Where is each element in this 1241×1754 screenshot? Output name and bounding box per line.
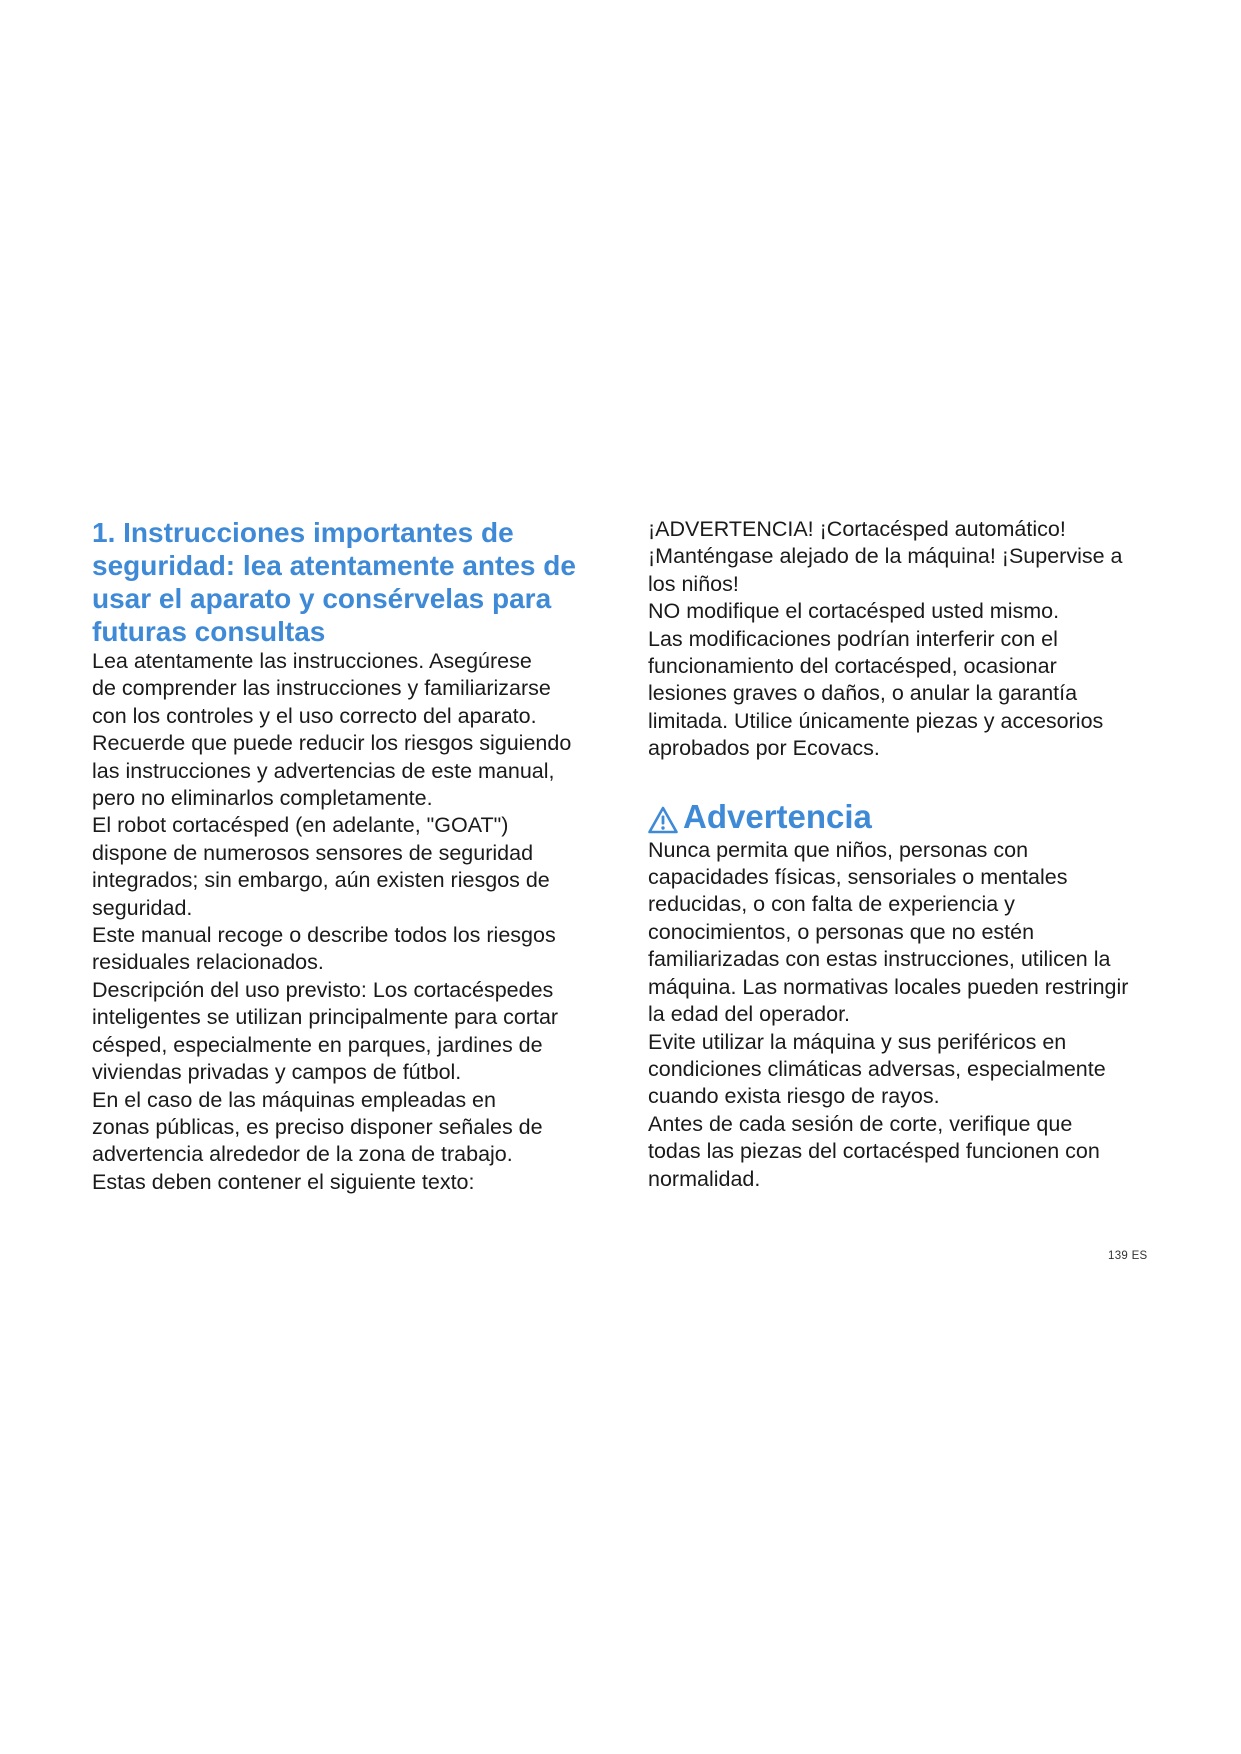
warning-triangle-icon [648, 803, 678, 831]
text-line: Estas deben contener el siguiente texto: [92, 1169, 475, 1194]
text-line: Las modificaciones podrían interferir con el [648, 626, 1058, 651]
text-line: lesiones graves o daños, o anular la garantía [648, 681, 1078, 706]
text-line: Descripción del uso previsto: Los cortacéspedes [92, 977, 554, 1002]
text-line: pero no eliminarlos completamente. [92, 786, 433, 811]
text-line: de comprender las instrucciones y familiarizarse [92, 676, 551, 701]
text-line: zonas públicas, es preciso disponer señales de [92, 1114, 543, 1139]
text-line: Este manual recoge o describe todos los riesgos [92, 923, 556, 948]
text-line: El robot cortacésped (en adelante, "GOAT") [92, 813, 509, 838]
text-line: dispone de numerosos sensores de seguridad [92, 840, 534, 865]
text-line: NO modifique el cortacésped usted mismo. [648, 599, 1060, 624]
text-line: todas las piezas del cortacésped funcionen con [648, 1139, 1100, 1164]
right-column [648, 516, 1168, 1193]
left-column [92, 516, 607, 1196]
warning-heading-label: Advertencia [683, 797, 872, 835]
text-line: familiarizadas con estas instrucciones, utilicen la [648, 947, 1111, 972]
text-line: cuando exista riesgo de rayos. [648, 1084, 940, 1109]
text-line: Lea atentamente las instrucciones. Asegúrese [92, 649, 532, 673]
warning-paragraphs [648, 837, 1168, 1193]
text-line: viviendas privadas y campos de fútbol. [92, 1060, 462, 1085]
text-line: Antes de cada sesión de corte, verifique que [648, 1111, 1073, 1136]
warning-heading [648, 797, 1168, 837]
text-line: limitada. Utilice únicamente piezas y accesorios [648, 708, 1104, 733]
text-line: conocimientos, o personas que no estén [648, 919, 1035, 944]
text-line: máquina. Las normativas locales pueden restringir [648, 974, 1129, 999]
text-line: la edad del operador. [648, 1002, 851, 1027]
text-line: En el caso de las máquinas empleadas en [92, 1087, 496, 1112]
text-line: Evite utilizar la máquina y sus periféricos en [648, 1029, 1067, 1054]
text-line: integrados; sin embargo, aún existen riesgos de [92, 868, 550, 893]
intro-paragraphs [92, 648, 607, 1196]
title-line: usar el aparato y consérvelas para [92, 583, 552, 614]
text-line: aprobados por Ecovacs. [648, 736, 880, 761]
text-line: condiciones climáticas adversas, especialmente [648, 1056, 1106, 1081]
text-line: funcionamiento del cortacésped, ocasionar [648, 654, 1057, 679]
text-line: inteligentes se utilizan principalmente para cortar [92, 1005, 559, 1030]
page-number: 139 ES [1108, 1250, 1148, 1262]
text-line: advertencia alrededor de la zona de trabajo. [92, 1142, 513, 1167]
section-title [92, 516, 607, 648]
text-line: los niños! [648, 571, 739, 596]
text-line: Recuerde que puede reducir los riesgos siguiendo [92, 731, 572, 756]
text-line: capacidades físicas, sensoriales o mentales [648, 865, 1068, 890]
text-line: normalidad. [648, 1166, 761, 1191]
title-line: futuras consultas [92, 616, 326, 647]
title-line: 1. Instrucciones importantes de [92, 517, 514, 548]
text-line: seguridad. [92, 895, 193, 920]
text-line: residuales relacionados. [92, 950, 324, 975]
text-line: ¡ADVERTENCIA! ¡Cortacésped automático! [648, 517, 1066, 541]
text-line: ¡Manténgase alejado de la máquina! ¡Supervise a [648, 544, 1123, 569]
text-line: las instrucciones y advertencias de este manual, [92, 758, 555, 783]
text-line: Nunca permita que niños, personas con [648, 837, 1029, 862]
text-line: reducidas, o con falta de experiencia y [648, 892, 1015, 917]
text-line: césped, especialmente en parques, jardines de [92, 1032, 543, 1057]
text-line: con los controles y el uso correcto del aparato. [92, 703, 537, 728]
title-line: seguridad: lea atentamente antes de [92, 550, 576, 581]
warning-sign-text [648, 516, 1168, 763]
